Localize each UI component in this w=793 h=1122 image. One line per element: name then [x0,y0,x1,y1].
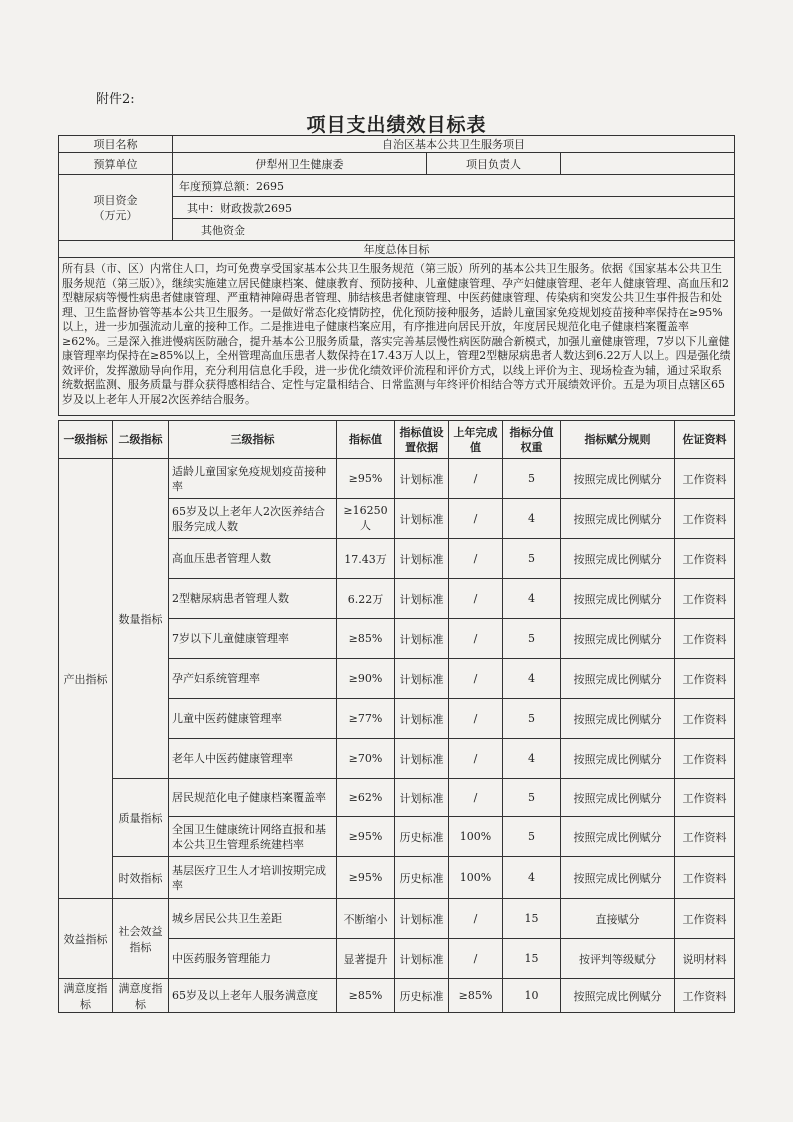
indicator-name: 儿童中医药健康管理率 [169,699,337,739]
indicator-value: 17.43万 [337,539,395,579]
indicator-name: 城乡居民公共卫生差距 [169,899,337,939]
group-output: 产出指标 [59,459,113,899]
indicator-name: 2型糖尿病患者管理人数 [169,579,337,619]
indicator-rule: 按照完成比例赋分 [561,817,675,857]
indicator-last: / [449,539,503,579]
indicator-evidence: 工作资料 [675,699,735,739]
col-header: 指标分值权重 [503,421,561,459]
indicator-rule: 按评判等级赋分 [561,939,675,979]
indicator-basis: 计划标准 [395,539,449,579]
indicator-weight: 4 [503,499,561,539]
indicator-table [58,420,735,1013]
indicator-weight: 10 [503,979,561,1013]
indicator-last: / [449,779,503,817]
indicator-basis: 计划标准 [395,499,449,539]
indicator-last: 100% [449,857,503,899]
indicator-name: 中医药服务管理能力 [169,939,337,979]
indicator-weight: 4 [503,739,561,779]
indicator-weight: 5 [503,817,561,857]
indicator-basis: 计划标准 [395,779,449,817]
col-header: 佐证资料 [675,421,735,459]
project-name-label: 项目名称 [59,136,173,153]
table-row [59,857,735,899]
project-name: 自治区基本公共卫生服务项目 [173,136,735,153]
indicator-evidence: 工作资料 [675,739,735,779]
group-timeliness: 时效指标 [113,857,169,899]
indicator-basis: 历史标准 [395,817,449,857]
indicator-basis: 历史标准 [395,979,449,1013]
goal-label: 年度总体目标 [59,241,735,258]
indicator-last: / [449,899,503,939]
indicator-rule: 按照完成比例赋分 [561,579,675,619]
indicator-rule: 按照完成比例赋分 [561,659,675,699]
indicator-value: ≥90% [337,659,395,699]
indicator-basis: 计划标准 [395,699,449,739]
indicator-weight: 4 [503,857,561,899]
indicator-rule: 按照完成比例赋分 [561,979,675,1013]
indicator-rule: 按照完成比例赋分 [561,499,675,539]
page-title: 项目支出绩效目标表 [306,114,487,136]
table-row [59,779,735,817]
col-header: 指标值 [337,421,395,459]
indicator-name: 高血压患者管理人数 [169,539,337,579]
indicator-value: ≥95% [337,857,395,899]
indicator-rule: 按照完成比例赋分 [561,619,675,659]
indicator-evidence: 说明材料 [675,939,735,979]
goal-text: 所有县（市、区）内常住人口，均可免费享受国家基本公共卫生服务规范（第三版）所列的基本公共卫生服务。依据《国家基本公共卫生服务规范（第三版）》，继续实施建立居民健康档案、健康教育、预防接种、儿童健康管理、孕产妇健康管理、老年人健康管理、高血压和2型糖尿病等慢性病患者健康管理、严重精神障碍患者管理、肺结核患者健康管理、中医药健康管理、传染病和突发公共卫生事件报告和处理、卫生监督协管等基本公共卫生服务。一是做好常态化疫情防控，优化预防接种服务，适龄儿童国家免疫规划疫苗接种率保持在≥95%以上，进一步加强流动儿童的接种工作。二是推进电子健康档案应用，有序推进向居民开放，年度居民规范化电子健康档案覆盖率≥62%。三是深入推进慢病医防融合，提升基本公卫服务质量，落实完善基层慢性病医防融合新模式，加强儿童健康管理，7岁以下儿童健康管理率均保持在≥85%以上，全州管理高血压患者人数保持在17.43万人以上，管理2型糖尿病患者人数达到6.22万人以上。四是强化绩效评价，发挥激励导向作用，充分利用信息化手段，进一步优化绩效评价流程和评价方式，以线上评价为主、现场检查为辅，通过采取系统数据监测、服务质量与群众获得感相结合、定性与定量相结合、日常监测与年终评价相结合等方式开展绩效评价。五是为项目点辖区65岁及以上老年人开展2次医养结合服务。 [59,258,735,416]
indicator-last: / [449,619,503,659]
unit-label: 预算单位 [59,153,173,175]
indicator-value: ≥95% [337,817,395,857]
indicator-weight: 5 [503,699,561,739]
indicator-last: / [449,699,503,739]
indicator-evidence: 工作资料 [675,539,735,579]
indicator-basis: 历史标准 [395,857,449,899]
indicator-rule: 按照完成比例赋分 [561,539,675,579]
indicator-value: 不断缩小 [337,899,395,939]
indicator-name: 65岁及以上老年人2次医养结合服务完成人数 [169,499,337,539]
indicator-value: 6.22万 [337,579,395,619]
attachment-label: 附件2: [96,92,135,107]
indicator-name: 65岁及以上老年人服务满意度 [169,979,337,1013]
group-quality: 质量指标 [113,779,169,857]
indicator-last: 100% [449,817,503,857]
indicator-rule: 按照完成比例赋分 [561,857,675,899]
col-header: 三级指标 [169,421,337,459]
indicator-basis: 计划标准 [395,739,449,779]
indicator-rule: 直接赋分 [561,899,675,939]
group-satisfaction: 满意度指标 [59,979,113,1013]
indicator-weight: 5 [503,619,561,659]
leader-value [561,153,735,175]
indicator-basis: 计划标准 [395,579,449,619]
indicator-basis: 计划标准 [395,619,449,659]
indicator-last: / [449,939,503,979]
group-social: 社会效益指标 [113,899,169,979]
indicator-evidence: 工作资料 [675,779,735,817]
indicator-evidence: 工作资料 [675,459,735,499]
col-header: 二级指标 [113,421,169,459]
table-row [59,459,735,499]
indicator-rule: 按照完成比例赋分 [561,779,675,817]
indicator-evidence: 工作资料 [675,817,735,857]
indicator-value: ≥62% [337,779,395,817]
funds-fiscal: 其中：财政拨款2695 [173,197,735,219]
indicator-last: / [449,659,503,699]
group-benefit: 效益指标 [59,899,113,979]
indicator-last: / [449,579,503,619]
indicator-weight: 5 [503,779,561,817]
indicator-evidence: 工作资料 [675,979,735,1013]
indicator-weight: 4 [503,659,561,699]
indicator-weight: 15 [503,899,561,939]
indicator-name: 适龄儿童国家免疫规划疫苗接种率 [169,459,337,499]
leader-label: 项目负责人 [427,153,561,175]
indicator-value: 显著提升 [337,939,395,979]
indicator-value: ≥85% [337,619,395,659]
indicator-value: ≥85% [337,979,395,1013]
indicator-basis: 计划标准 [395,459,449,499]
indicator-weight: 5 [503,539,561,579]
indicator-rule: 按照完成比例赋分 [561,459,675,499]
indicator-basis: 计划标准 [395,939,449,979]
col-header: 指标赋分规则 [561,421,675,459]
indicator-last: / [449,739,503,779]
indicator-value: ≥95% [337,459,395,499]
group-satisfaction-sub: 满意度指标 [113,979,169,1013]
col-header: 一级指标 [59,421,113,459]
indicator-evidence: 工作资料 [675,857,735,899]
indicator-basis: 计划标准 [395,659,449,699]
info-table [58,135,735,416]
header-row [59,421,735,459]
indicator-value: ≥77% [337,699,395,739]
indicator-weight: 15 [503,939,561,979]
indicator-name: 居民规范化电子健康档案覆盖率 [169,779,337,817]
indicator-evidence: 工作资料 [675,619,735,659]
table-row [59,979,735,1013]
group-quantity: 数量指标 [113,459,169,779]
indicator-name: 老年人中医药健康管理率 [169,739,337,779]
indicator-weight: 4 [503,579,561,619]
indicator-name: 孕产妇系统管理率 [169,659,337,699]
indicator-evidence: 工作资料 [675,579,735,619]
indicator-name: 全国卫生健康统计网络直报和基本公共卫生管理系统建档率 [169,817,337,857]
indicator-evidence: 工作资料 [675,899,735,939]
indicator-evidence: 工作资料 [675,659,735,699]
indicator-value: ≥16250人 [337,499,395,539]
indicator-rule: 按照完成比例赋分 [561,699,675,739]
indicator-rule: 按照完成比例赋分 [561,739,675,779]
funds-total: 年度预算总额：2695 [173,175,735,197]
indicator-name: 基层医疗卫生人才培训按期完成率 [169,857,337,899]
indicator-last: / [449,499,503,539]
col-header: 上年完成值 [449,421,503,459]
indicator-evidence: 工作资料 [675,499,735,539]
table-row [59,899,735,939]
funds-other: 其他资金 [173,219,735,241]
indicator-value: ≥70% [337,739,395,779]
indicator-last: ≥85% [449,979,503,1013]
indicator-name: 7岁以下儿童健康管理率 [169,619,337,659]
indicator-weight: 5 [503,459,561,499]
unit-value: 伊犁州卫生健康委 [173,153,427,175]
indicator-basis: 计划标准 [395,899,449,939]
col-header: 指标值设置依据 [395,421,449,459]
indicator-last: / [449,459,503,499]
funds-label: 项目资金 （万元） [59,175,173,241]
